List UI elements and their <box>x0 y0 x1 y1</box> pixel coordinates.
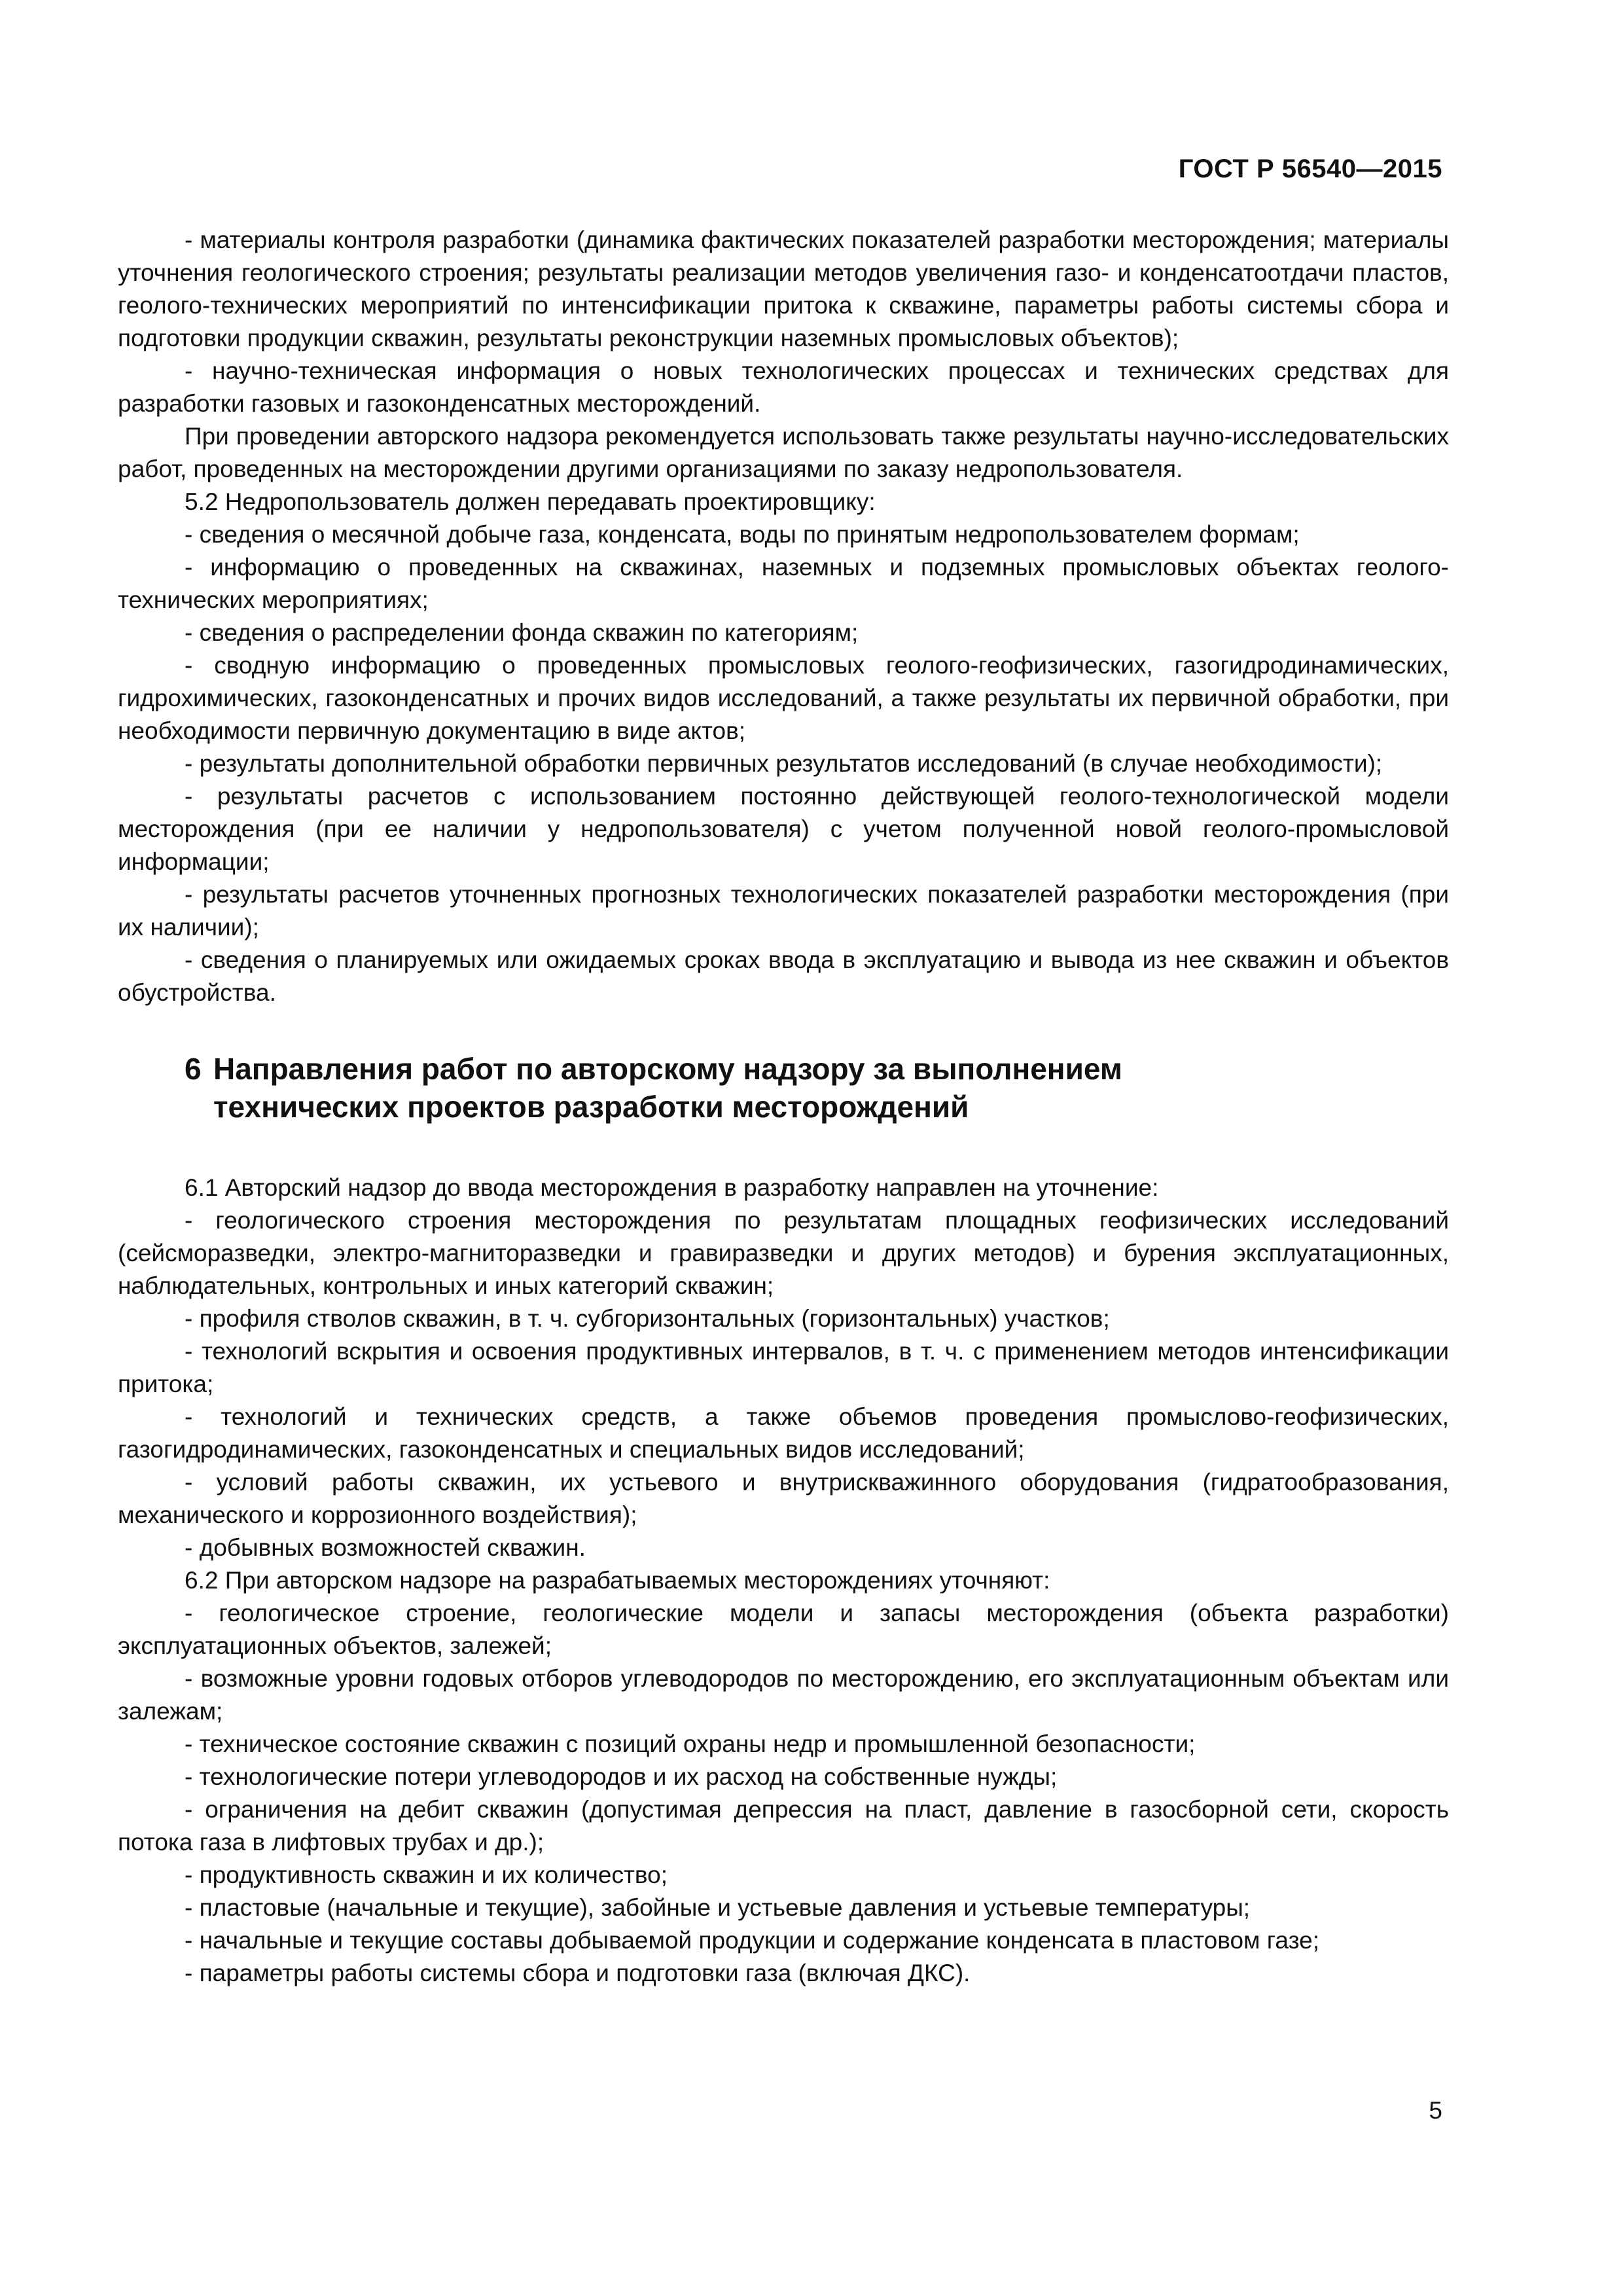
page-number: 5 <box>1429 2097 1442 2124</box>
list-item: - результаты дополнительной обработки первичных результатов исследований (в случае необходимости); <box>185 750 1383 777</box>
list-item: - добывных возможностей скважин. <box>185 1534 586 1561</box>
list-item: - результаты расчетов с использованием постоянно действующей геолого-технологической модели месторождения (при ее наличии у недропользователя) с учетом полученной новой геолого-промысловой информации; <box>118 783 1449 875</box>
list-item: - сведения о месячной добыче газа, конденсата, воды по принятым недропользователем формам; <box>185 521 1300 548</box>
list-item: - геологическое строение, геологические модели и запасы месторождения (объекта разработки) эксплуатационных объектов, залежей; <box>118 1600 1449 1659</box>
section-6-body <box>118 1172 1449 1990</box>
list-item: - результаты расчетов уточненных прогнозных технологических показателей разработки месторождения (при их наличии); <box>118 881 1449 941</box>
list-item: - продуктивность скважин и их количество; <box>185 1861 668 1888</box>
section-5-continued <box>118 224 1449 1009</box>
section-title-line-2: технических проектов разработки месторождений <box>213 1090 969 1124</box>
list-item: - ограничения на дебит скважин (допустимая депрессия на пласт, давление в газосборной сети, скорость потока газа в лифтовых трубах и др.); <box>118 1796 1449 1856</box>
document-code: ГОСТ Р 56540—2015 <box>1178 154 1442 183</box>
list-item: - сводную информацию о проведенных промысловых геолого-геофизических, газогидродинамических, гидрохимических, газоконденсатных и прочих видов исследований, а также результаты их первичной обработки, при необходимости первичную документацию в виде актов; <box>118 652 1449 744</box>
section-number: 6 <box>185 1052 202 1086</box>
clause-5-2: 5.2 Недропользователь должен передавать проектировщику: <box>185 488 876 515</box>
list-item: - сведения о распределении фонда скважин по категориям; <box>185 619 859 646</box>
page-content <box>118 224 1449 1990</box>
paragraph: При проведении авторского надзора рекомендуется использовать также результаты научно-исследовательских работ, проведенных на месторождении другими организациями по заказу недропользователя. <box>118 423 1449 482</box>
list-item: - сведения о планируемых или ожидаемых сроках ввода в эксплуатацию и вывода из нее скважин и объектов обустройства. <box>118 946 1449 1006</box>
list-item: - научно-техническая информация о новых технологических процессах и технических средствах для разработки газовых и газоконденсатных месторождений. <box>118 357 1449 417</box>
list-item: - условий работы скважин, их устьевого и внутрискважинного оборудования (гидратообразования, механического и коррозионного воздействия); <box>118 1469 1449 1528</box>
list-item: - начальные и текущие составы добываемой продукции и содержание конденсата в пластовом газе; <box>185 1927 1319 1954</box>
list-item: - технологий и технических средств, а также объемов проведения промыслово-геофизических, газогидродинамических, газоконденсатных и специальных видов исследований; <box>118 1403 1449 1463</box>
clause-6-2: 6.2 При авторском надзоре на разрабатываемых месторождениях уточняют: <box>185 1567 1050 1594</box>
section-title-line-1: Направления работ по авторскому надзору за выполнением <box>213 1052 1122 1086</box>
list-item: - техническое состояние скважин с позиций охраны недр и промышленной безопасности; <box>185 1731 1196 1757</box>
list-item: - материалы контроля разработки (динамика фактических показателей разработки месторождения; материалы уточнения геологического строения; результаты реализации методов увеличения газо- и конденсатоотдачи пластов, геолого-технических мероприятий по интенсификации притока к скважине, параметры работы системы сбора и подготовки продукции скважин, результаты реконструкции наземных промысловых объектов); <box>118 226 1449 351</box>
list-item: - возможные уровни годовых отборов углеводородов по месторождению, его эксплуатационным объектам или залежам; <box>118 1665 1449 1725</box>
list-item: - пластовые (начальные и текущие), забойные и устьевые давления и устьевые температуры; <box>185 1894 1251 1921</box>
list-item: - профиля стволов скважин, в т. ч. субгоризонтальных (горизонтальных) участков; <box>185 1305 1110 1332</box>
section-6-heading <box>185 1050 1449 1126</box>
clause-6-1: 6.1 Авторский надзор до ввода месторождения в разработку направлен на уточнение: <box>185 1174 1159 1201</box>
list-item: - параметры работы системы сбора и подготовки газа (включая ДКС). <box>185 1960 971 1986</box>
list-item: - технологические потери углеводородов и их расход на собственные нужды; <box>185 1763 1058 1790</box>
list-item: - геологического строения месторождения по результатам площадных геофизических исследований (сейсморазведки, электро-магниторазведки и гравиразведки и других методов) и бурения эксплуатационных, наблюдательных, контрольных и иных категорий скважин; <box>118 1207 1449 1299</box>
list-item: - технологий вскрытия и освоения продуктивных интервалов, в т. ч. с применением методов интенсификации притока; <box>118 1338 1449 1397</box>
list-item: - информацию о проведенных на скважинах, наземных и подземных промысловых объектах геолого-технических мероприятиях; <box>118 554 1449 613</box>
